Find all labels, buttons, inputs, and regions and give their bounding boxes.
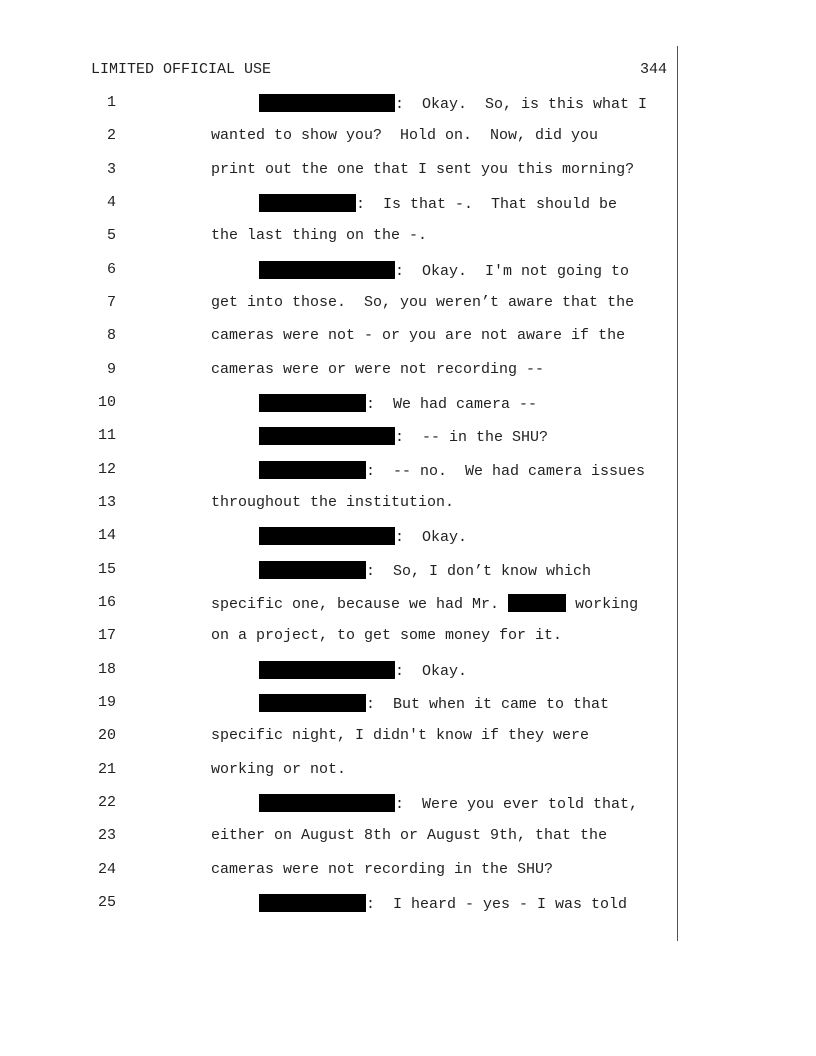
line-number: 13 (97, 494, 116, 511)
line-text: print out the one that I sent you this morning? (211, 161, 635, 178)
line-number: 17 (97, 627, 116, 644)
line-number: 3 (106, 161, 116, 178)
speaker-line (259, 427, 548, 446)
line-number: 5 (106, 227, 116, 244)
redaction-bar (259, 694, 366, 712)
line-text: : Okay. (395, 529, 468, 546)
line-number: 22 (97, 794, 116, 811)
transcript-line (0, 661, 676, 681)
transcript-line (0, 827, 676, 847)
classification-header: LIMITED OFFICIAL USE (91, 61, 272, 78)
transcript-line (0, 94, 676, 114)
line-number: 12 (97, 461, 116, 478)
speaker-line (259, 261, 629, 280)
redaction-bar (259, 394, 366, 412)
transcript-line (0, 394, 676, 414)
transcript-line (0, 894, 676, 914)
redaction-bar (259, 661, 395, 679)
line-number: 24 (97, 861, 116, 878)
line-text: the last thing on the -. (211, 227, 428, 244)
line-text: : Okay. So, is this what I (395, 96, 648, 113)
line-number: 18 (97, 661, 116, 678)
page-number: 344 (639, 61, 667, 78)
transcript-line (0, 794, 676, 814)
transcript-line (0, 227, 676, 247)
line-number: 11 (97, 427, 116, 444)
speaker-line (259, 661, 467, 680)
transcript-line (0, 561, 676, 581)
line-number: 21 (97, 761, 116, 778)
transcript-line (0, 327, 676, 347)
speaker-line (259, 461, 645, 480)
line-text: : Okay. (395, 663, 468, 680)
page-right-rule (677, 46, 678, 941)
redaction-bar (259, 461, 366, 479)
line-number: 6 (106, 261, 116, 278)
line-text: : We had camera -- (366, 396, 538, 413)
line-text: specific night, I didn't know if they were (211, 727, 590, 744)
line-number: 4 (106, 194, 116, 211)
line-number: 25 (97, 894, 116, 911)
line-text: : But when it came to that (366, 696, 610, 713)
line-number: 19 (97, 694, 116, 711)
line-text: : -- in the SHU? (395, 429, 549, 446)
redaction-bar (259, 894, 366, 912)
line-text: : Is that -. That should be (356, 196, 618, 213)
line-text: on a project, to get some money for it. (211, 627, 563, 644)
line-number: 16 (97, 594, 116, 611)
transcript-line (0, 261, 676, 281)
transcript-line (0, 494, 676, 514)
transcript-line (0, 294, 676, 314)
line-text: specific one, because we had Mr. (211, 596, 509, 613)
transcript-line (0, 194, 676, 214)
line-text: wanted to show you? Hold on. Now, did you (211, 127, 599, 144)
redaction-bar (259, 527, 395, 545)
line-text: : -- no. We had camera issues (366, 463, 646, 480)
line-number: 1 (106, 94, 116, 111)
redaction-bar (259, 561, 366, 579)
redaction-bar (259, 94, 395, 112)
line-number: 8 (106, 327, 116, 344)
redaction-bar (259, 194, 356, 212)
speaker-line (259, 794, 638, 813)
line-number: 2 (106, 127, 116, 144)
line-text: get into those. So, you weren’t aware that the (211, 294, 635, 311)
line-text: cameras were not - or you are not aware if the (211, 327, 626, 344)
transcript-line (0, 427, 676, 447)
speaker-line (259, 527, 467, 546)
transcript-line (0, 761, 676, 781)
line-number: 15 (97, 561, 116, 578)
line-text: : So, I don’t know which (366, 563, 592, 580)
line-text: : Were you ever told that, (395, 796, 639, 813)
redaction-bar (259, 261, 395, 279)
line-text: : Okay. I'm not going to (395, 263, 630, 280)
speaker-line (259, 694, 609, 713)
line-text: : I heard - yes - I was told (366, 896, 628, 913)
transcript-line (0, 527, 676, 547)
transcript-line (0, 361, 676, 381)
transcript-line (0, 127, 676, 147)
redaction-bar (259, 794, 395, 812)
transcript-line (0, 461, 676, 481)
speaker-line (259, 94, 647, 113)
redaction-bar (508, 594, 566, 612)
speaker-line (259, 561, 591, 580)
line-text-with-redaction (211, 594, 638, 613)
line-text: cameras were not recording in the SHU? (211, 861, 554, 878)
speaker-line (259, 194, 617, 213)
line-text: throughout the institution. (211, 494, 455, 511)
line-number: 14 (97, 527, 116, 544)
transcript-line (0, 594, 676, 614)
line-number: 7 (106, 294, 116, 311)
transcript-line (0, 161, 676, 181)
speaker-line (259, 394, 537, 413)
redaction-bar (259, 427, 395, 445)
transcript-line (0, 694, 676, 714)
line-text: working (566, 596, 639, 613)
transcript-line (0, 861, 676, 881)
line-text: cameras were or were not recording -- (211, 361, 545, 378)
line-number: 9 (106, 361, 116, 378)
speaker-line (259, 894, 627, 913)
line-number: 23 (97, 827, 116, 844)
line-number: 10 (97, 394, 116, 411)
line-text: either on August 8th or August 9th, that the (211, 827, 608, 844)
line-text: working or not. (211, 761, 347, 778)
transcript-line (0, 627, 676, 647)
transcript-line (0, 727, 676, 747)
line-number: 20 (97, 727, 116, 744)
